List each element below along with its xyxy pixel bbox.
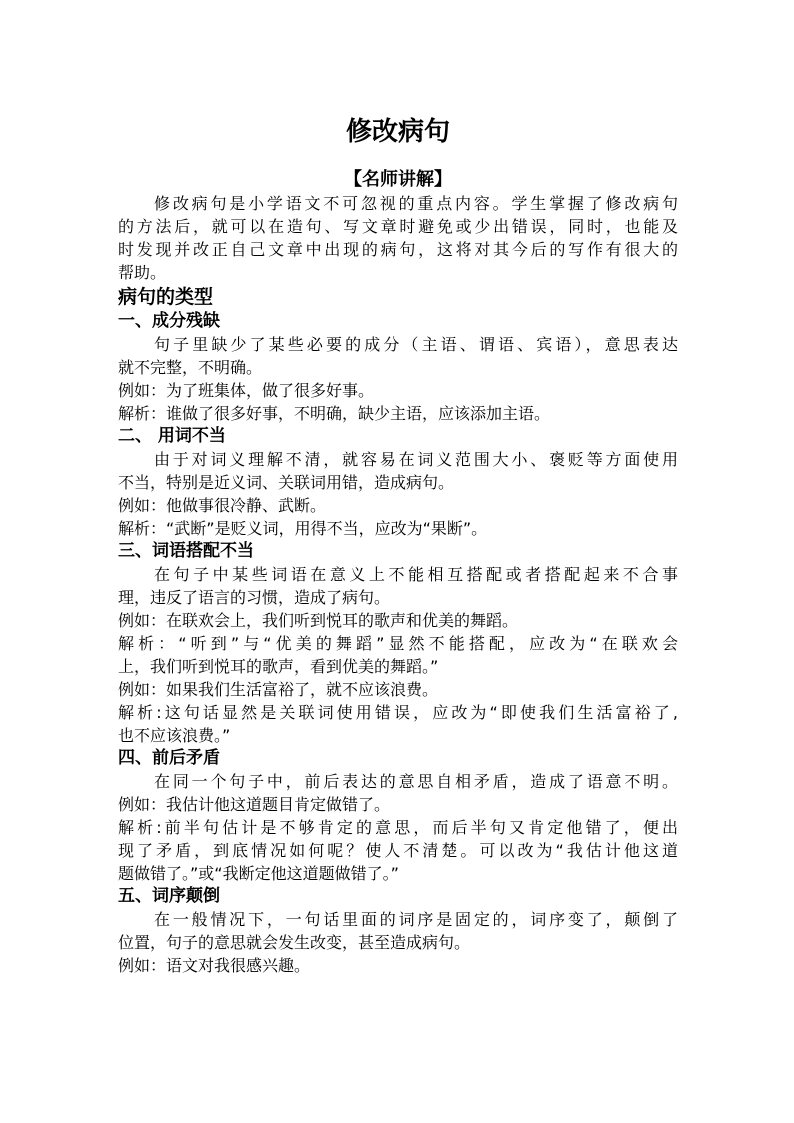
intro-line: 的方法后，就可以在造句、写文章时避免或少出错误，同时，也能及 <box>118 217 678 236</box>
analysis-line: 现了矛盾，到底情况如何呢？使人不清楚。可以改为“我估计他这道 <box>118 841 678 860</box>
intro-line: 修改病句是小学语文不可忽视的重点内容。学生掌握了修改病句 <box>154 194 678 213</box>
example-line: 例如：语文对我很感兴趣。 <box>118 956 311 975</box>
intro-line: 帮助。 <box>118 263 167 282</box>
example-line: 例如：为了班集体，做了很多好事。 <box>118 381 375 400</box>
intro-paragraph <box>118 192 678 284</box>
analysis-line: 题做错了。”或“我断定他这道题做错了。” <box>118 864 399 883</box>
page-title: 修改病句 <box>345 117 450 147</box>
section-heading: 一、成分残缺 <box>118 311 220 331</box>
analysis-line: 解析：“武断”是贬义词，用得不当，应改为“果断”。 <box>118 519 488 538</box>
section-2 <box>118 425 678 540</box>
intro-line: 时发现并改正自己文章中出现的病句，这将对其今后的写作有很大的 <box>118 240 678 259</box>
section-desc-line: 在句子中某些词语在意义上不能相互搭配或者搭配起来不合事 <box>154 565 678 584</box>
example-line: 例如：我估计他这道题目肯定做错了。 <box>118 795 391 814</box>
example-line: 例如：他做事很冷静、武断。 <box>118 496 327 515</box>
section-1 <box>118 310 678 425</box>
section-desc-line: 在同一个句子中，前后表达的意思自相矛盾，造成了语意不明。 <box>154 772 678 791</box>
section-desc-line: 句子里缺少了某些必要的成分（主语、谓语、宾语），意思表达 <box>154 335 678 354</box>
section-heading: 二、 用词不当 <box>118 426 226 446</box>
section-desc-line: 理，违反了语言的习惯，造成了病句。 <box>118 588 391 607</box>
analysis-line: 解析:前半句估计是不够肯定的意思，而后半句又肯定他错了，便出 <box>118 818 678 837</box>
section-4 <box>118 747 678 885</box>
types-heading: 病句的类型 <box>118 286 214 308</box>
section-3 <box>118 540 678 747</box>
section-desc-line: 位置，句子的意思就会发生改变，甚至造成病句。 <box>118 933 471 952</box>
section-desc-line: 就不完整，不明确。 <box>118 358 263 377</box>
section-desc-line: 在一般情况下，一句话里面的词序是固定的，词序变了，颠倒了 <box>154 910 678 929</box>
example-line: 例如：如果我们生活富裕了，就不应该浪费。 <box>118 680 439 699</box>
section-desc-line: 由于对词义理解不清，就容易在词义范围大小、褒贬等方面使用 <box>154 450 678 469</box>
analysis-line: 解析:这句话显然是关联词使用错误，应改为“即使我们生活富裕了, <box>118 703 678 722</box>
section-desc-line: 不当，特别是近义词、关联词用错，造成病句。 <box>118 473 455 492</box>
section-heading: 三、词语搭配不当 <box>118 541 254 561</box>
section-subtitle: 【名师讲解】 <box>344 169 452 190</box>
section-heading: 五、词序颠倒 <box>118 886 220 906</box>
analysis-line: 上，我们听到悦耳的歌声，看到优美的舞蹈。” <box>118 657 439 676</box>
analysis-line: 解析：“听到”与“优美的舞蹈”显然不能搭配，应改为“在联欢会 <box>118 634 678 653</box>
section-5 <box>118 885 678 977</box>
document-body <box>118 192 678 977</box>
section-heading: 四、前后矛盾 <box>118 748 220 768</box>
analysis-line: 也不应该浪费。” <box>118 726 231 745</box>
analysis-line: 解析：谁做了很多好事，不明确，缺少主语，应该添加主语。 <box>118 404 551 423</box>
example-line: 例如：在联欢会上，我们听到悦耳的歌声和优美的舞蹈。 <box>118 611 519 630</box>
